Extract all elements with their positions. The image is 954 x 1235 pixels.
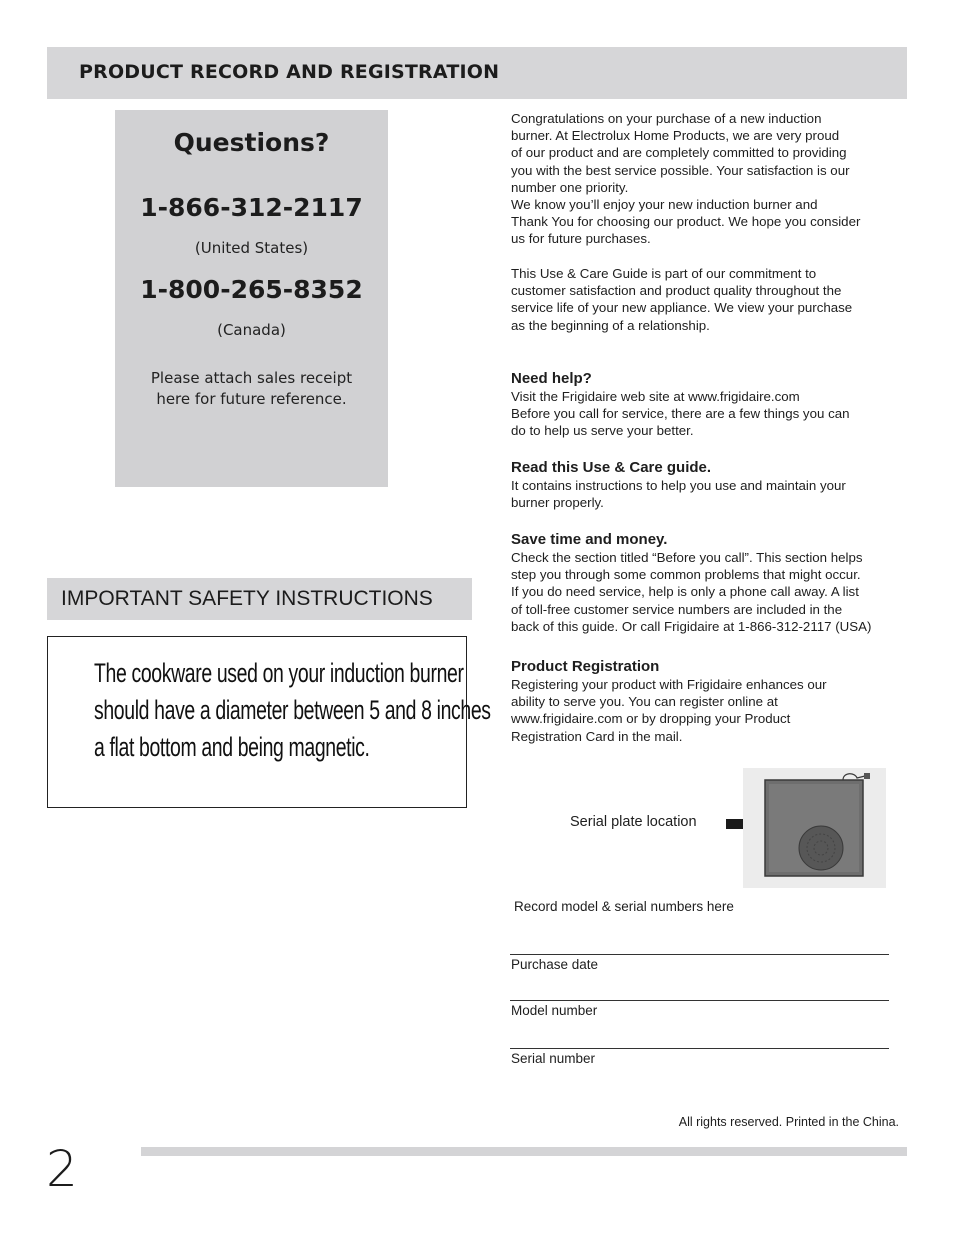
- cookware-notice: [94, 655, 491, 766]
- induction-burner-image: [743, 768, 886, 888]
- text-line: We know you’ll enjoy your new induction burner and: [511, 197, 818, 213]
- need-help-text: [511, 388, 906, 440]
- text-line: If you do need service, help is only a phone call away. A list: [511, 584, 859, 600]
- text-line: of our product and are completely committed to providing: [511, 145, 847, 161]
- text-line: Thank You for choosing our product. We hope you consider: [511, 214, 861, 230]
- receipt-note: [115, 368, 388, 410]
- intro-paragraph-2: [511, 265, 906, 334]
- text-line: Visit the Frigidaire web site at www.frigidaire.com: [511, 389, 800, 404]
- text-line: number one priority.: [511, 179, 629, 195]
- text-line: Before you call for service, there are a few things you can: [511, 406, 850, 422]
- serial-plate-label: Serial plate location: [570, 814, 697, 830]
- receipt-note-line: Please attach sales receipt: [150, 369, 353, 387]
- text-line: Registration Card in the mail.: [511, 728, 683, 744]
- text-line: you with the best service possible. Your satisfaction is our: [511, 162, 850, 178]
- page-title: PRODUCT RECORD AND REGISTRATION: [79, 61, 500, 83]
- text-line: Congratulations on your purchase of a new induction: [511, 111, 822, 126]
- intro-paragraph-1: [511, 110, 906, 248]
- save-time-text: [511, 549, 906, 635]
- text-line: www.frigidaire.com or by dropping your Product: [511, 711, 791, 727]
- safety-title: IMPORTANT SAFETY INSTRUCTIONS: [61, 587, 433, 610]
- text-line: burner. At Electrolux Home Products, we are very proud: [511, 128, 840, 144]
- phone-us: 1-866-312-2117: [140, 193, 363, 222]
- cookware-notice-line: The cookware used on your induction burner: [94, 658, 464, 688]
- region-us: (United States): [194, 239, 309, 257]
- read-guide-text: [511, 477, 906, 511]
- page-number: 2: [46, 1140, 78, 1198]
- text-line: us for future purchases.: [511, 231, 651, 247]
- text-line: burner properly.: [511, 495, 604, 511]
- text-line: step you through some common problems that might occur.: [511, 567, 861, 583]
- text-line: service life of your new appliance. We view your purchase: [511, 300, 853, 316]
- cookware-notice-line: a flat bottom and being magnetic.: [94, 732, 370, 762]
- model-number-line[interactable]: [510, 1000, 889, 1001]
- text-line: Check the section titled “Before you call”. This section helps: [511, 550, 863, 565]
- section-heading: Need help?: [511, 370, 592, 387]
- cookware-notice-box: [47, 636, 491, 808]
- region-canada: (Canada): [217, 321, 286, 339]
- purchase-date-line[interactable]: [510, 954, 889, 955]
- text-line: This Use & Care Guide is part of our commitment to: [511, 266, 817, 281]
- registration-text: [511, 676, 906, 745]
- model-number-label: Model number: [511, 1003, 598, 1018]
- purchase-date-label: Purchase date: [511, 957, 599, 972]
- text-line: It contains instructions to help you use and maintain your: [511, 478, 846, 493]
- text-line: do to help us serve your better.: [511, 423, 694, 439]
- section-heading: Product Registration: [511, 658, 660, 675]
- phone-canada: 1-800-265-8352: [140, 275, 363, 304]
- cookware-notice-line: should have a diameter between 5 and 8 inches: [94, 695, 491, 725]
- serial-number-line[interactable]: [510, 1048, 889, 1049]
- record-title: Record model & serial numbers here: [514, 899, 734, 914]
- rights-notice: All rights reserved. Printed in the China.: [678, 1115, 899, 1129]
- questions-title: Questions?: [173, 128, 330, 157]
- section-heading: Save time and money.: [511, 531, 668, 548]
- text-line: ability to serve you. You can register online at: [511, 694, 778, 710]
- text-line: as the beginning of a relationship.: [511, 317, 710, 333]
- footer-divider: [141, 1147, 907, 1156]
- text-line: of toll-free customer service numbers are included in the: [511, 601, 843, 617]
- questions-box: [115, 110, 388, 487]
- section-heading: Read this Use & Care guide.: [511, 459, 712, 476]
- text-line: customer satisfaction and product quality throughout the: [511, 283, 842, 299]
- receipt-note-line: here for future reference.: [156, 390, 347, 408]
- safety-header: [47, 578, 472, 620]
- section-header: [47, 47, 907, 99]
- text-line: back of this guide. Or call Frigidaire at 1-866-312-2117 (USA): [511, 618, 872, 634]
- serial-number-label: Serial number: [511, 1051, 596, 1066]
- text-line: Registering your product with Frigidaire enhances our: [511, 677, 827, 692]
